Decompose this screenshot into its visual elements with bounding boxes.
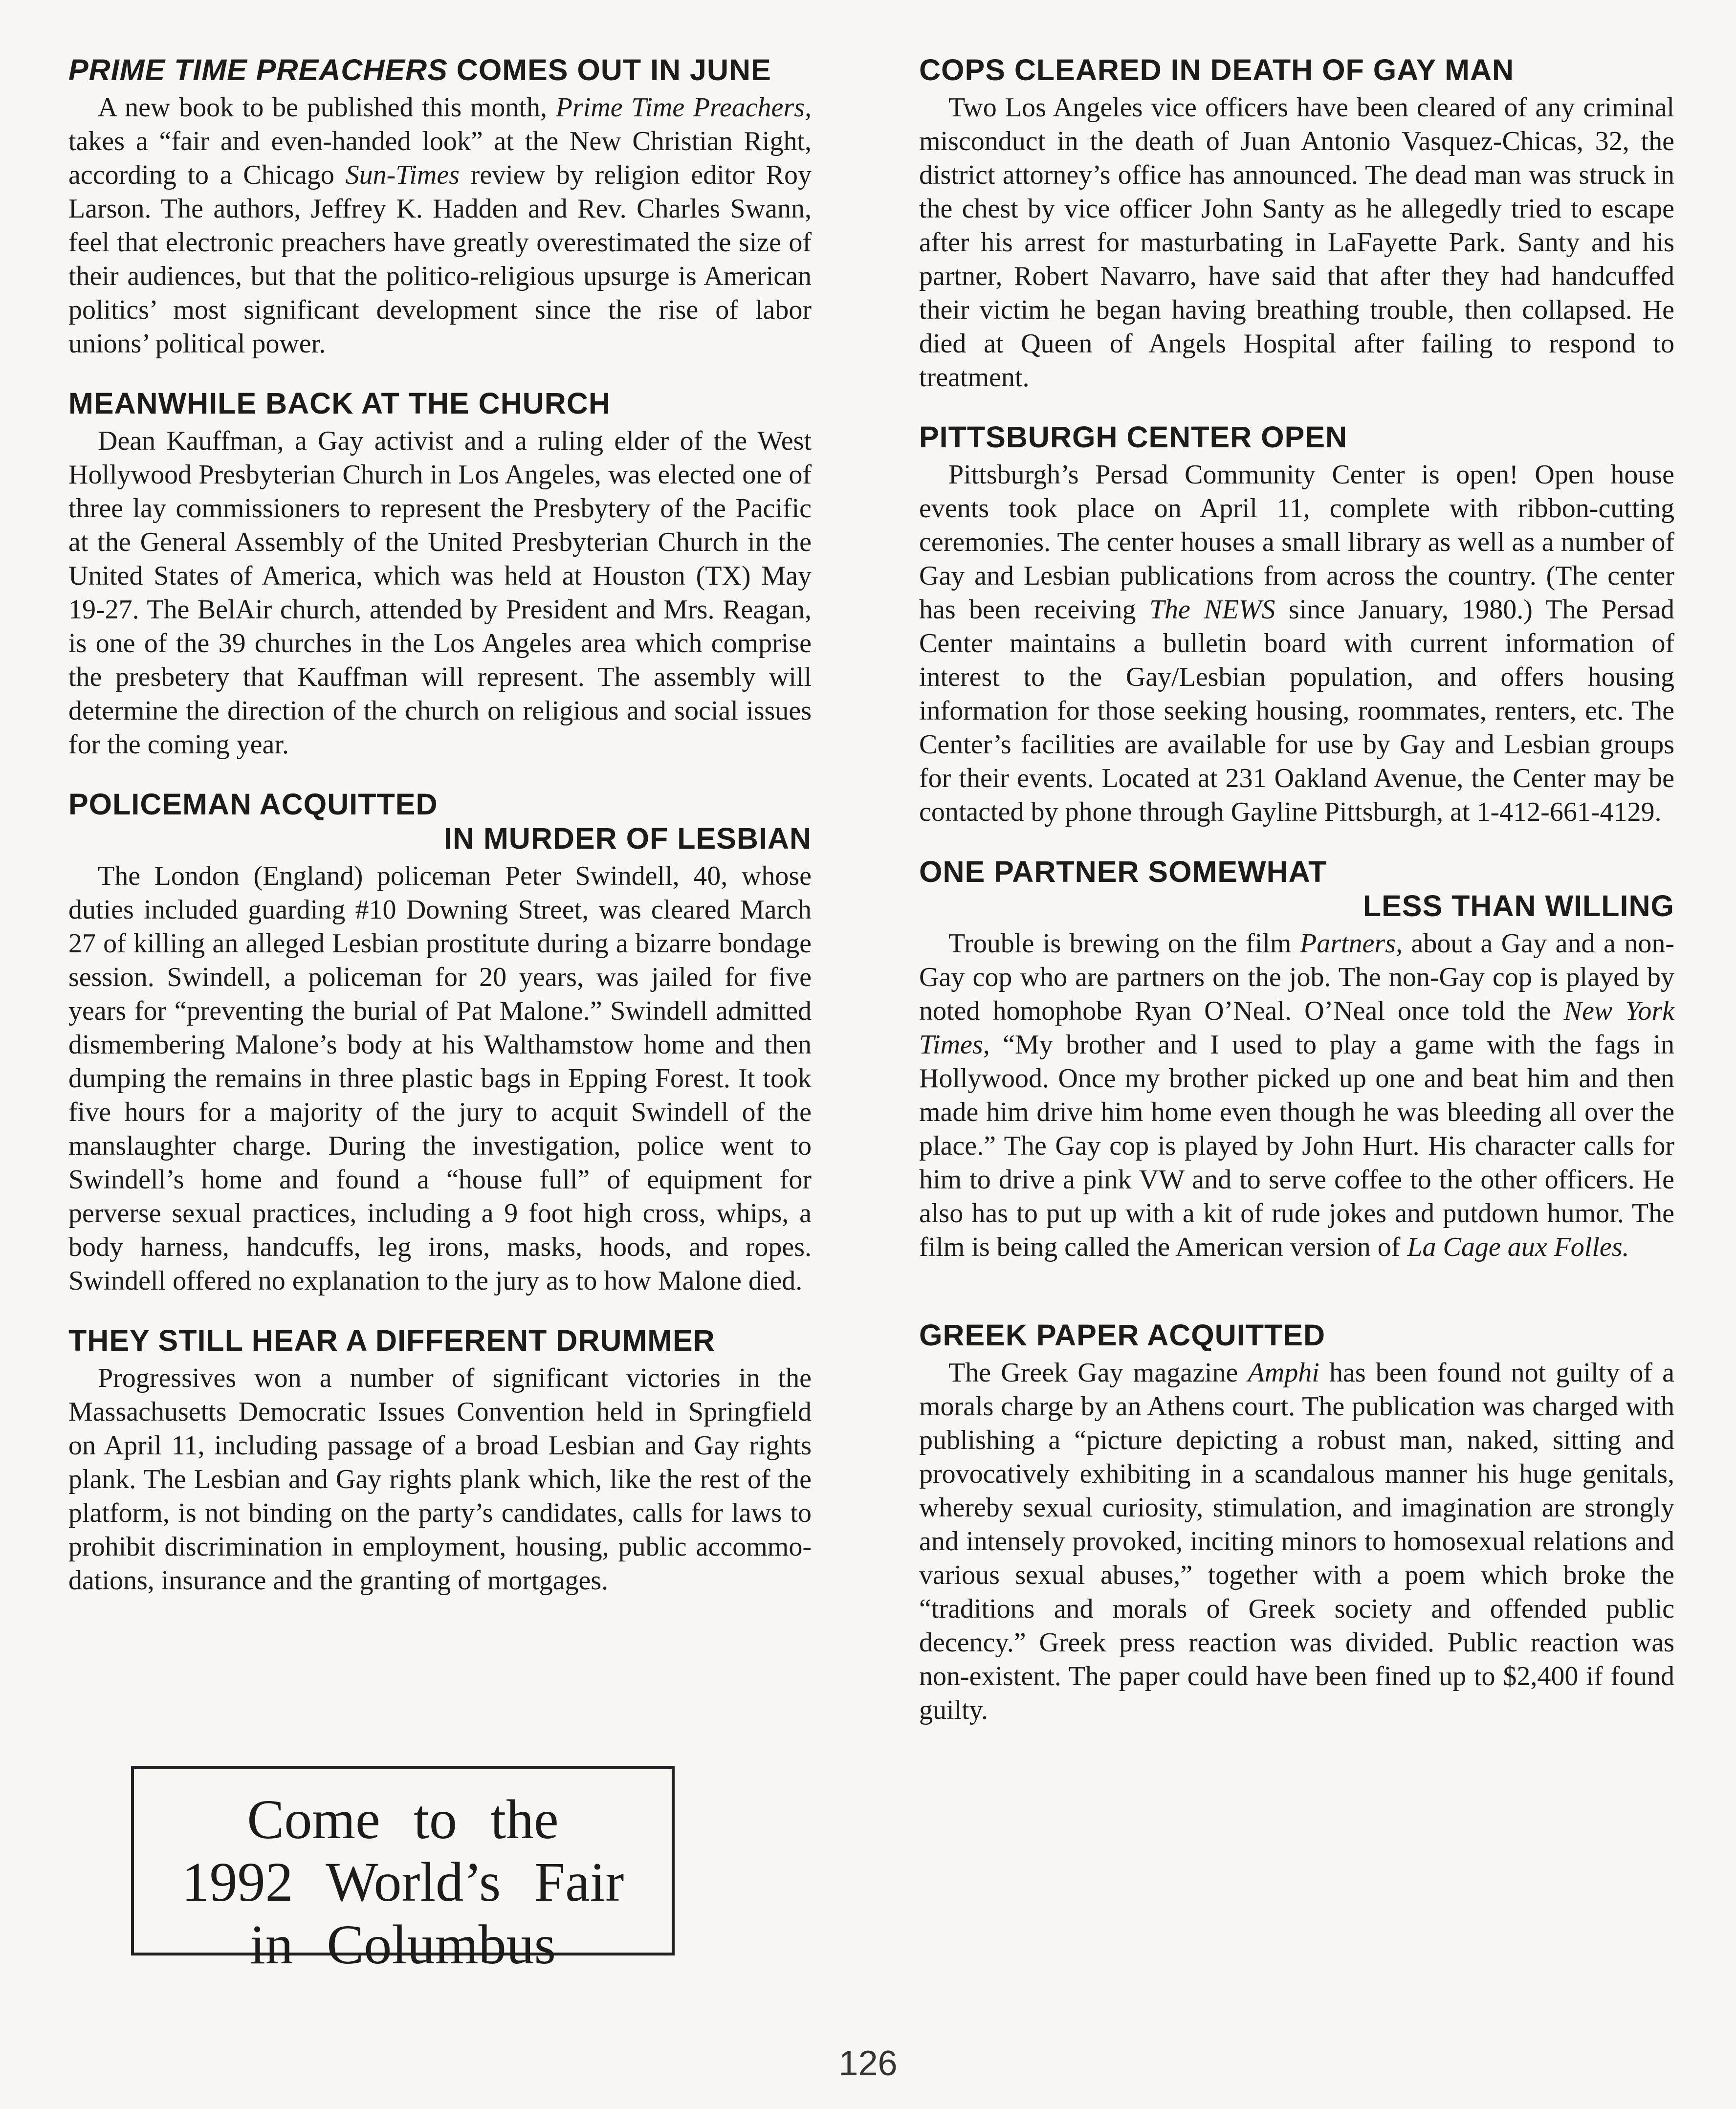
article-body bbox=[68, 91, 812, 361]
article-drummer bbox=[68, 1323, 812, 1598]
text-run: since January, 1980.) The Persad Center maintains a bulletin board with current information of interest to the Gay/Lesbian population, and offers housing information for those seeking housing, roommates, renters, etc. The Center’s facilities are available for use by Gay and Lesbian groups for their events. Located at 231 Oakland Avenue, the Center may be contacted by phone through Gayline Pittsburgh, at 1-412-661-4129. bbox=[919, 594, 1674, 827]
text-run: “My brother and I used to play a game with the fags in Hollywood. Once my brother picked up one and beat him and then made him drive him home even though he was bleeding all over the place.” The Gay cop is played by John Hurt. His character calls for him to drive a pink VW and to serve coffee to the other officers. He also has to put up with a kit of rude jokes and putdown humor. The film is being called the American version of bbox=[919, 1030, 1674, 1262]
italic-title-run: Prime Time Preachers, bbox=[555, 92, 812, 123]
left-column bbox=[68, 53, 812, 1623]
article-cops-cleared bbox=[919, 53, 1674, 395]
headline-line-2: LESS THAN WILLING bbox=[1362, 889, 1674, 923]
ad-line-2: 1992 World’s Fair bbox=[181, 1851, 624, 1913]
article-body: The London (England) policeman Peter Swindell, 40, whose duties included guarding #10 Downing Street, was cleared March 27 of killing an alleged Lesbian prostitute during a bizarre bondage session. Swindell, a policeman for 20 years, was jailed for five years for “preventing the burial of Pat Malone.” Swindell admitted dismembering Malone’s body at his Walthamstow home and then dumping the remains in three plastic bags in Epping Forest. It took five hours for a majority of the jury to acquit Swindell of the manslaughter charge. During the investigation, police went to Swindell’s home and found a “house full” of equipment for perverse sexual practices, including a 9 foot high cross, whips, a body harness, handcuffs, leg irons, masks, hoods, and ropes. Swindell offered no explanation to the jury as to how Malone died. bbox=[68, 861, 812, 1296]
article-headline bbox=[919, 855, 1674, 923]
article-church bbox=[68, 386, 812, 762]
text-run: Trouble is brewing on the film bbox=[948, 928, 1300, 959]
article-body bbox=[919, 458, 1674, 829]
ad-line-1: Come to the bbox=[247, 1788, 559, 1850]
article-greek-paper bbox=[919, 1318, 1674, 1727]
italic-title-run: Partners, bbox=[1299, 928, 1403, 959]
italic-title-run: The NEWS bbox=[1149, 594, 1275, 625]
article-body: Dean Kauffman, a Gay activist and a ruling elder of the West Hollywood Presbyterian Church in Los Angeles, was elected one of three lay commissioners to represent the Presbytery of the Pacific at the General Assembly of the United Presbyterian Church in the United States of America, which was held at Houston (TX) May 19-27. The BelAir church, attended by President and Mrs. Reagan, is one of the 39 churches in the Los Angeles area which comprise the presbetery that Kauffman will represent. The assembly will determine the direction of the church on religious and social issues for the coming year. bbox=[68, 426, 812, 760]
ad-line-3: in Columbus bbox=[250, 1913, 556, 1976]
text-run: takes a “fair and even-handed look” at the New Christian Right, according to a Chicago bbox=[68, 126, 812, 190]
article-headline bbox=[68, 787, 812, 856]
article-headline: PITTSBURGH CENTER OPEN bbox=[919, 420, 1348, 454]
article-headline: THEY STILL HEAR A DIFFERENT DRUMMER bbox=[68, 1324, 715, 1357]
worlds-fair-ad bbox=[131, 1766, 675, 1976]
article-body bbox=[919, 927, 1674, 1264]
italic-title-run: La Cage aux Folles. bbox=[1407, 1232, 1629, 1262]
article-headline: MEANWHILE BACK AT THE CHURCH bbox=[68, 387, 611, 420]
text-run: review by religion editor Roy Larson. The authors, Jeffrey K. Hadden and Rev. Charles Swann, feel that electronic preachers have greatly overestimated the size of their audiences, but that the politico-religious upsurge is American politics’ most significant development since the rise of labor unions’ political power. bbox=[68, 160, 812, 359]
article-one-partner bbox=[919, 855, 1674, 1264]
text-run: about a Gay and a non-Gay cop who are partners on the job. The non-Gay cop is played by noted homophobe Ryan O’Neal. O’Neal once told the bbox=[919, 928, 1674, 1026]
article-headline: GREEK PAPER ACQUITTED bbox=[919, 1318, 1326, 1352]
article-body: Two Los Angeles vice officers have been cleared of any criminal misconduct in the death of Juan Antonio Vasquez-Chicas, 32, the district attorney’s office has announced. The dead man was struck in the chest by vice officer John Santy as he allegedly tried to escape after his arrest for masturbating in LaFayette Park. Santy and his partner, Robert Navarro, have said that after they had handcuffed their victim he began having breathing trouble, then collapsed. He died at Queen of Angels Hospital after failing to respond to treatment. bbox=[919, 92, 1674, 393]
right-column bbox=[919, 53, 1674, 1753]
text-run: Pittsburgh’s Persad Community Center is open! Open house events took place on April 11, complete with ribbon-cutting ceremonies. The center houses a small library as well as a number of Gay and Lesbian publications from across the country. (The center has been receiving bbox=[919, 460, 1674, 625]
italic-title-run: Amphi bbox=[1248, 1358, 1319, 1388]
article-headline: COPS CLEARED IN DEATH OF GAY MAN bbox=[919, 53, 1515, 87]
text-run: A new book to be published this month, bbox=[98, 92, 556, 123]
text-run: has been found not guilty of a morals charge by an Athens court. The publication was charged with publishing a “picture depicting a robust man, naked, sitting and provocatively exhibiting in a scandalous manner his huge genitals, whereby sexual curiosity, stimulation, and imagination are strongly and intensely provoked, inciting minors to homosexual relations and various sexual abuses,” together with a poem which broke the “traditions and morals of Greek society and offended public decency.” Greek press reaction was divided. Public reaction was non-existent. The paper could have been fined up to $2,400 if found guilty. bbox=[919, 1358, 1674, 1725]
article-headline bbox=[68, 53, 812, 87]
headline-rest: COMES OUT IN JUNE bbox=[447, 53, 771, 87]
article-prime-time-preachers bbox=[68, 53, 812, 361]
headline-italic-part: PRIME TIME PREACHERS bbox=[68, 53, 448, 87]
article-policeman bbox=[68, 787, 812, 1298]
text-run: The Greek Gay magazine bbox=[948, 1358, 1248, 1388]
headline-line-1: ONE PARTNER SOMEWHAT bbox=[919, 855, 1327, 888]
article-pittsburgh bbox=[919, 420, 1674, 829]
headline-line-1: POLICEMAN ACQUITTED bbox=[68, 788, 438, 821]
article-body bbox=[919, 1356, 1674, 1727]
article-body: Progressives won a number of significant victories in the Massachusetts Democratic Issues Convention held in Springfield on April 11, including passage of a broad Lesbian and Gay rights plank. The Lesbian and Gay rights plank which, like the rest of the platform, is not binding on the party’s candidates, calls for laws to prohibit discrimination in employment, housing, public accommodations, insurance and the granting of mortgages. bbox=[68, 1363, 812, 1596]
italic-title-run: Sun-Times bbox=[345, 160, 460, 190]
headline-line-2: IN MURDER OF LESBIAN bbox=[444, 822, 812, 855]
page-number: 126 bbox=[838, 2044, 898, 2083]
italic-title-run: New York Times, bbox=[919, 996, 1674, 1060]
